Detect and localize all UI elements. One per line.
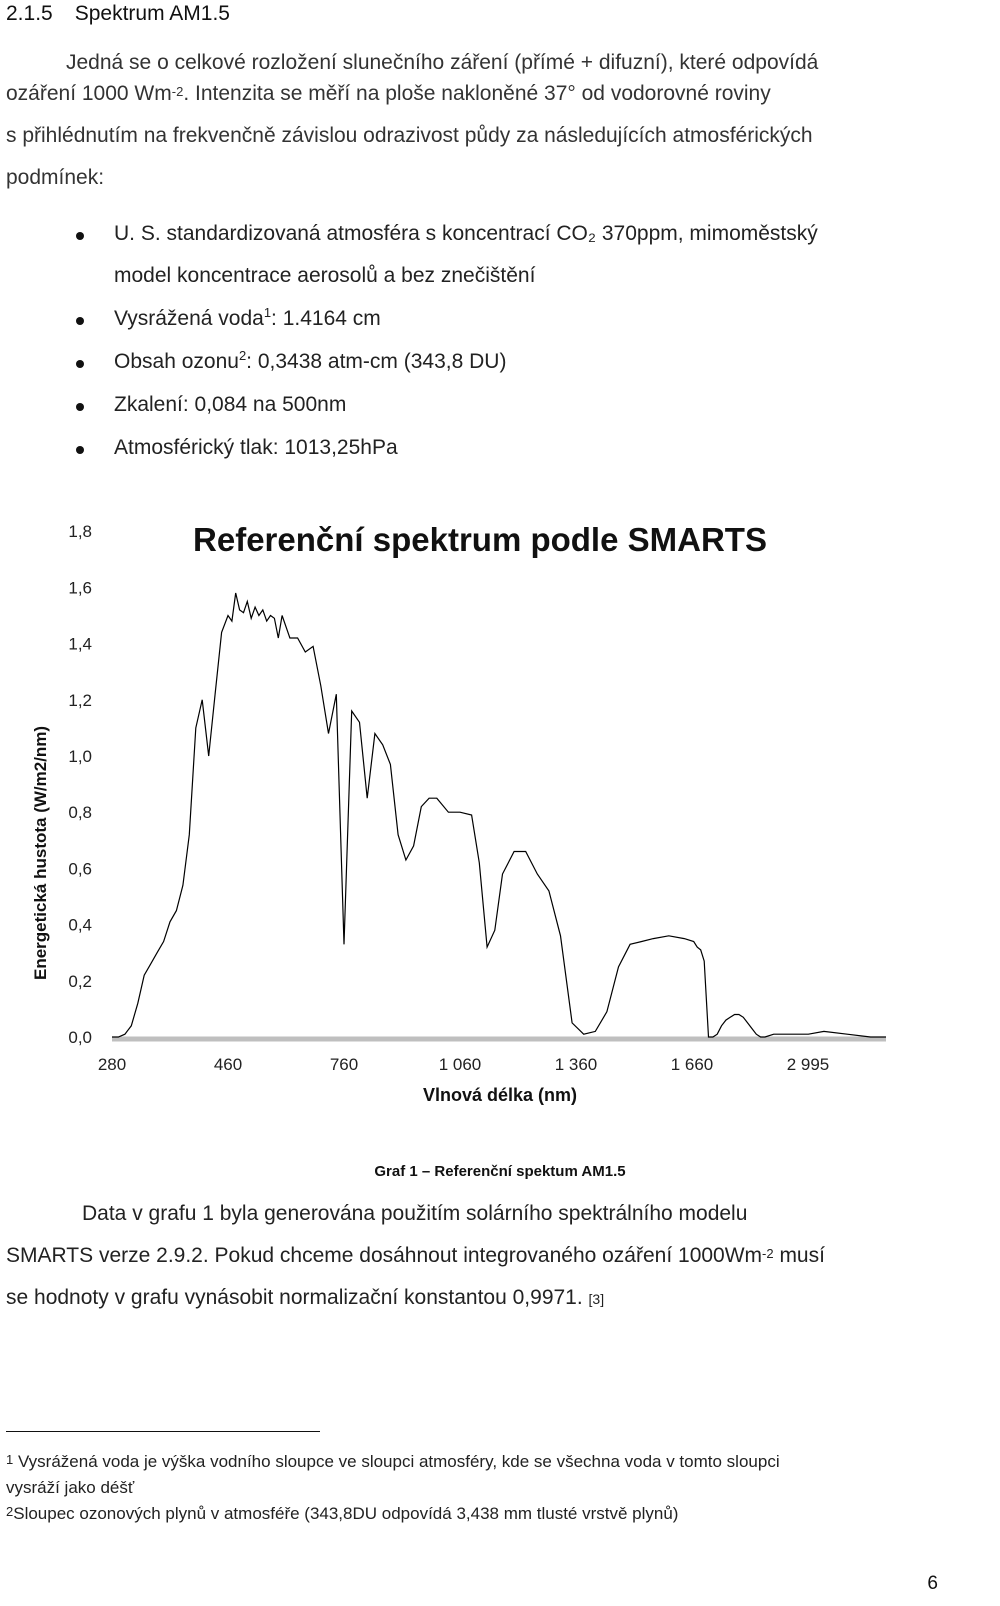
citation-ref[interactable]: [3]	[588, 1291, 605, 1307]
y-axis-label: Energetická hustota (W/m2/nm)	[31, 725, 50, 980]
x-tick-label: 2 995	[786, 1055, 830, 1074]
para-line-1: Data v grafu 1 byla generována použitím solárního spektrálního modelu	[82, 1202, 748, 1225]
x-tick-label: 280	[97, 1055, 127, 1074]
section-number: 2.1.5	[6, 2, 53, 25]
para-line-2	[6, 1235, 938, 1277]
intro-line-1: Jedná se o celkové rozložení slunečního záření (přímé + difuzní), které odpovídá	[66, 51, 819, 74]
y-tick-label: 1,4	[68, 634, 92, 654]
bullet-dot-icon	[76, 317, 84, 325]
para-line-2-sup: -2	[762, 1246, 774, 1261]
footnote-1-cont: vysráží jako déšť	[6, 1478, 135, 1497]
y-tick-label: 0,0	[68, 1028, 92, 1047]
bullet-dot-icon	[76, 232, 84, 240]
intro-line-2-start: ozáření 1000 Wm	[6, 82, 172, 105]
footnote-1	[6, 1449, 938, 1475]
footnote-2-number: 2	[6, 1504, 14, 1519]
para-line-3-text: se hodnoty v grafu vynásobit normalizační konstantou 0,9971.	[6, 1286, 583, 1309]
figure-caption: Graf 1 – Referenční spektum AM1.5	[374, 1163, 626, 1180]
footnote-2-text: Sloupec ozonových plynů v atmosféře (343,8DU odpovídá 3,438 mm tlusté vrstvě plynů)	[13, 1504, 679, 1523]
footnote-1-line-1: Vysrážená voda je výška vodního sloupce ve sloupci atmosféry, kde se všechna voda v tomto sloupci	[17, 1452, 780, 1471]
x-axis-label: Vlnová délka (nm)	[422, 1085, 578, 1105]
chart-title: Referenční spektrum podle SMARTS	[193, 521, 767, 558]
footnote-ref-2: 2	[238, 348, 247, 363]
bullet-dot-icon	[76, 360, 84, 368]
intro-line-3: s přihlédnutím na frekvenčně závislou odrazivost půdy za následujících atmosférických	[6, 124, 813, 147]
section-heading	[6, 2, 230, 26]
y-tick-label: 0,8	[68, 803, 92, 823]
y-tick-label: 1,2	[68, 690, 92, 710]
para-line-2-end: musí	[773, 1244, 825, 1267]
page-number: 6	[927, 1573, 938, 1594]
section-title: Spektrum AM1.5	[74, 2, 230, 25]
para-line-3	[6, 1277, 938, 1320]
intro-line-4: podmínek:	[6, 166, 105, 189]
bullet-ozone-text: Obsah ozonu$^2$: 0,3438 atm-cm (343,8 DU)	[114, 348, 507, 373]
x-axis-ticks	[98, 1055, 829, 1074]
series-line	[112, 593, 886, 1037]
y-axis-ticks	[68, 522, 92, 1047]
x-tick-label: 1 060	[438, 1055, 482, 1074]
intro-line-2-end: . Intenzita se měří na ploše nakloněné 37° od vodorovné roviny	[183, 82, 771, 105]
x-tick-label: 460	[213, 1055, 243, 1074]
para-line-2-start: SMARTS verze 2.9.2. Pokud chceme dosáhnout integrovaného ozáření 1000Wm	[6, 1244, 763, 1267]
bullet-atmosphere-line-1: U. S. standardizovaná atmosféra s koncentrací CO₂ 370ppm, mimoměstský	[114, 222, 818, 245]
footnote-2	[6, 1501, 938, 1527]
bullet-dot-icon	[76, 446, 84, 454]
y-tick-label: 0,4	[68, 915, 92, 935]
intro-line-2	[6, 73, 938, 115]
intro-line-2-sup: -2	[171, 84, 184, 99]
bullet-water-text: Vysrážená voda$^1$: 1.4164 cm	[114, 305, 381, 330]
y-tick-label: 1,8	[68, 522, 92, 542]
y-tick-label: 0,2	[68, 971, 92, 991]
x-tick-label: 1 360	[554, 1055, 598, 1074]
y-tick-label: 0,6	[68, 859, 92, 879]
bullet-atmosphere-line-2: model koncentrace aerosolů a bez znečištění	[114, 264, 536, 287]
y-tick-label: 1,6	[68, 578, 92, 598]
footnote-separator	[6, 1431, 320, 1432]
footnote-ref-1: 1	[263, 305, 272, 320]
bullet-turbidity-text: Zkalení: 0,084 na 500nm	[114, 393, 347, 416]
x-tick-label: 760	[329, 1055, 359, 1074]
x-tick-label: 1 660	[670, 1055, 714, 1074]
bullet-dot-icon	[76, 403, 84, 411]
footnote-1-number: 1	[6, 1452, 14, 1467]
bullet-pressure-text: Atmosférický tlak: 1013,25hPa	[114, 436, 398, 459]
y-tick-label: 1,0	[68, 747, 92, 766]
